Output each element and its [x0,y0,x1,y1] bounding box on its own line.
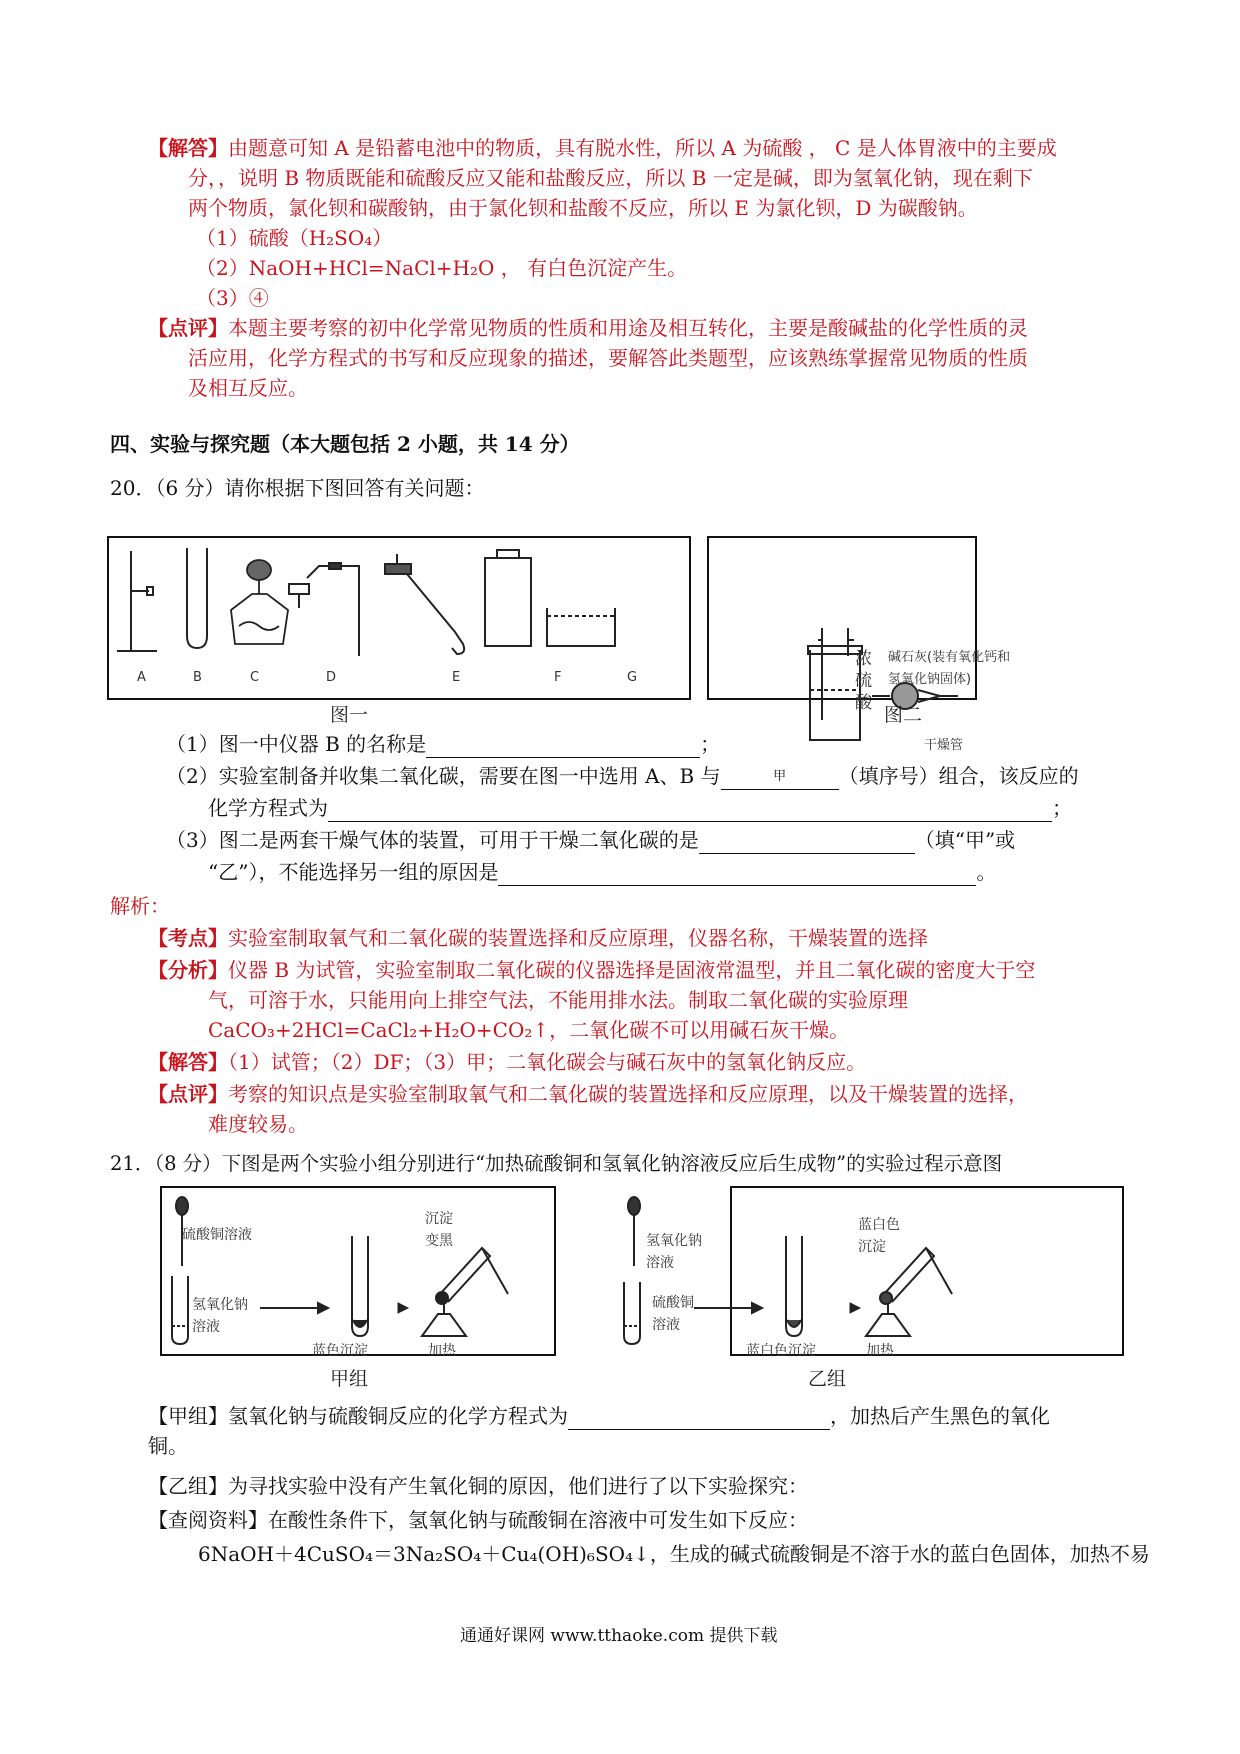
answer19-line1: 【解答】由题意可知 A 是铅蓄电池中的物质，具有脱水性，所以 A 为硫酸 ， C 是人体胃液中的主要成 [148,136,1057,160]
fig1-label-f: F [554,670,562,685]
fig1-label-d: D [326,670,337,685]
answer-blank-4[interactable] [699,831,915,854]
iron-stand-icon [117,551,157,651]
fig1-label-a: A [137,670,146,685]
yi-precip-label: 蓝白色沉淀 [746,1343,816,1359]
analysis-fenxi-2: 气，可溶于水，只能用向上排空气法，不能用排水法。制取二氧化碳的实验原理 [208,988,908,1012]
jia-dropper-label: 硫酸铜溶液 [182,1227,252,1243]
heating-setup-icon [422,1248,508,1336]
fig1-caption: 图一 [330,704,369,726]
yi-tube-label: 硫酸铜 溶液 [652,1295,694,1333]
q20-sub2-cont: 化学方程式为 ； [208,796,1072,820]
stopper-tube-icon [289,563,359,656]
q21-eq-text: 6NaOH＋4CuSO₄＝3Na₂SO₄＋Cu₄(OH)₆SO₄↓，生成的碱式硫酸铜是不溶于水的蓝白色固体，加热不易 [198,1542,1150,1566]
answer-tag: 【解答】 [148,136,228,160]
test-tube-precipitate-icon [786,1236,802,1336]
fig1-label-c: C [250,670,260,685]
analysis-head: 解析： [110,894,170,918]
page-footer: 通通好课网 www.tthaoke.com 提供下载 [460,1626,778,1646]
yi-dropper-label: 氢氧化钠 溶液 [646,1233,702,1271]
jia-caption: 甲组 [330,1368,369,1390]
test-tube-icon [624,1282,640,1344]
test-tube-precipitate-icon [352,1236,368,1336]
comment19-line1: 【点评】本题主要考察的初中化学常见物质的性质和用途及相互转化，主要是酸碱盐的化学性质的灵 [148,316,1028,340]
test-tube-icon [172,1276,188,1344]
arrow-icon [398,1303,408,1313]
analysis-fenxi-1: 【分析】仪器 B 为试管，实验室制取二氧化碳的仪器选择是固液常温型，并且二氧化碳的密度大于空 [148,958,1036,982]
answer-blank-5[interactable] [498,863,976,886]
fig2-acid-label: 浓 硫 酸 [855,649,872,713]
answer19-item2: （2）NaOH+HCl=NaCl+H₂O ， 有白色沉淀产生。 [196,256,688,280]
jia-tube-label: 氢氧化钠 溶液 [192,1297,248,1335]
answer19-item1: （1）硫酸（H₂SO₄） [196,226,393,250]
q21-jia-text: 【甲组】氢氧化钠与硫酸铜反应的化学方程式为 ，加热后产生黑色的氧化 [148,1404,1050,1428]
fig1-label-b: B [193,670,202,685]
yi-heat-label: 加热 [866,1343,894,1359]
answer-blank-3[interactable] [328,799,1052,822]
gas-washing-bottle-icon [808,628,862,740]
q20-sub3: （3）图二是两套干燥气体的装置，可用于干燥二氧化碳的是 （填“甲”或 [166,828,1016,852]
analysis-dianping-2: 难度较易。 [208,1112,308,1136]
heating-setup-icon [866,1248,952,1336]
arrow-icon [850,1303,860,1313]
trough-icon [547,608,615,646]
gas-jar-icon [485,550,531,646]
comment-tag: 【点评】 [148,316,228,340]
fig2-tube-label: 干燥管 [924,738,964,753]
jia-precip-label: 蓝色沉淀 [312,1343,368,1359]
group-yi-apparatus [730,1186,1120,1352]
alcohol-lamp-icon [231,560,288,644]
arrow-icon [260,1303,328,1313]
fig2-lime-label-1: 碱石灰(装有氧化钙和 [888,650,1011,665]
q21-yi-text: 【乙组】为寻找实验中没有产生氧化铜的原因，他们进行了以下实验探究： [148,1474,808,1498]
answer-blank-6[interactable] [568,1407,830,1430]
comment19-line2: 活应用，化学方程式的书写和反应现象的描述，要解答此类题型，应该熟练掌握常见物质的性质 [188,346,1028,370]
answer19-line2: 分，，说明 B 物质既能和硫酸反应又能和盐酸反应，所以 B 一定是碱，即为氢氧化钠，现在剩下 [188,166,1033,190]
test-tube-icon [187,548,207,648]
analysis-fenxi-3: CaCO₃+2HCl=CaCl₂+H₂O+CO₂↑，二氧化碳不可以用碱石灰干燥。 [208,1018,850,1042]
q21-ref-text: 【查阅资料】在酸性条件下，氢氧化钠与硫酸铜在溶液中可发生如下反应： [148,1508,808,1532]
fig2-lime-label-2: 氢氧化钠固体) [888,672,972,687]
analysis-jieda: 【解答】（1）试管；（2）DF；（3）甲；二氧化碳会与碱石灰中的氢氧化钠反应。 [148,1050,867,1074]
q20-sub2: （2）实验室制备并收集二氧化碳，需要在图一中选用 A、B 与 甲 （填序号）组合，该反应的 [166,764,1079,788]
answer-blank-1[interactable] [426,735,700,758]
jia-heat-label: 加热 [428,1343,456,1359]
q20-sub3-cont: “乙”），不能选择另一组的原因是 。 [208,860,997,884]
fig1-label-e: E [452,670,461,685]
yi-caption: 乙组 [808,1368,847,1390]
answer19-line3: 两个物质，氯化钡和碳酸钠，由于氯化钡和盐酸不反应，所以 E 为氯化钡，D 为碳酸钠。 [188,196,978,220]
answer-blank-2[interactable]: 甲 [721,767,839,790]
fig2-caption: 图二 [884,704,923,726]
analysis-kaodian: 【考点】实验室制取氧气和二氧化碳的装置选择和反应原理，仪器名称，干燥装置的选择 [148,926,928,950]
yi-bluewhite-label: 蓝白色 沉淀 [858,1217,900,1255]
comment19-line3: 及相互反应。 [188,376,308,400]
fig1-label-g: G [627,670,638,685]
q20-title: 20．（6 分）请你根据下图回答有关问题： [110,476,485,500]
q21-jia-text-cont: 铜。 [148,1434,188,1458]
delivery-tube-icon [385,554,464,654]
q20-sub1: （1）图一中仪器 B 的名称是 ； [166,732,721,756]
analysis-dianping-1: 【点评】考察的知识点是实验室制取氧气和二氧化碳的装置选择和反应原理，以及干燥装置的选择， [148,1082,1028,1106]
answer19-item3: （3）④ [196,286,269,310]
q21-title: 21．（8 分）下图是两个实验小组分别进行“加热硫酸铜和氢氧化钠溶液反应后生成物”的实验过程示意图 [110,1152,1003,1175]
jia-black-label: 沉淀 变黑 [425,1211,453,1249]
dropper-icon [628,1197,640,1266]
section-title: 四、实验与探究题（本大题包括 2 小题，共 14 分） [110,432,580,456]
